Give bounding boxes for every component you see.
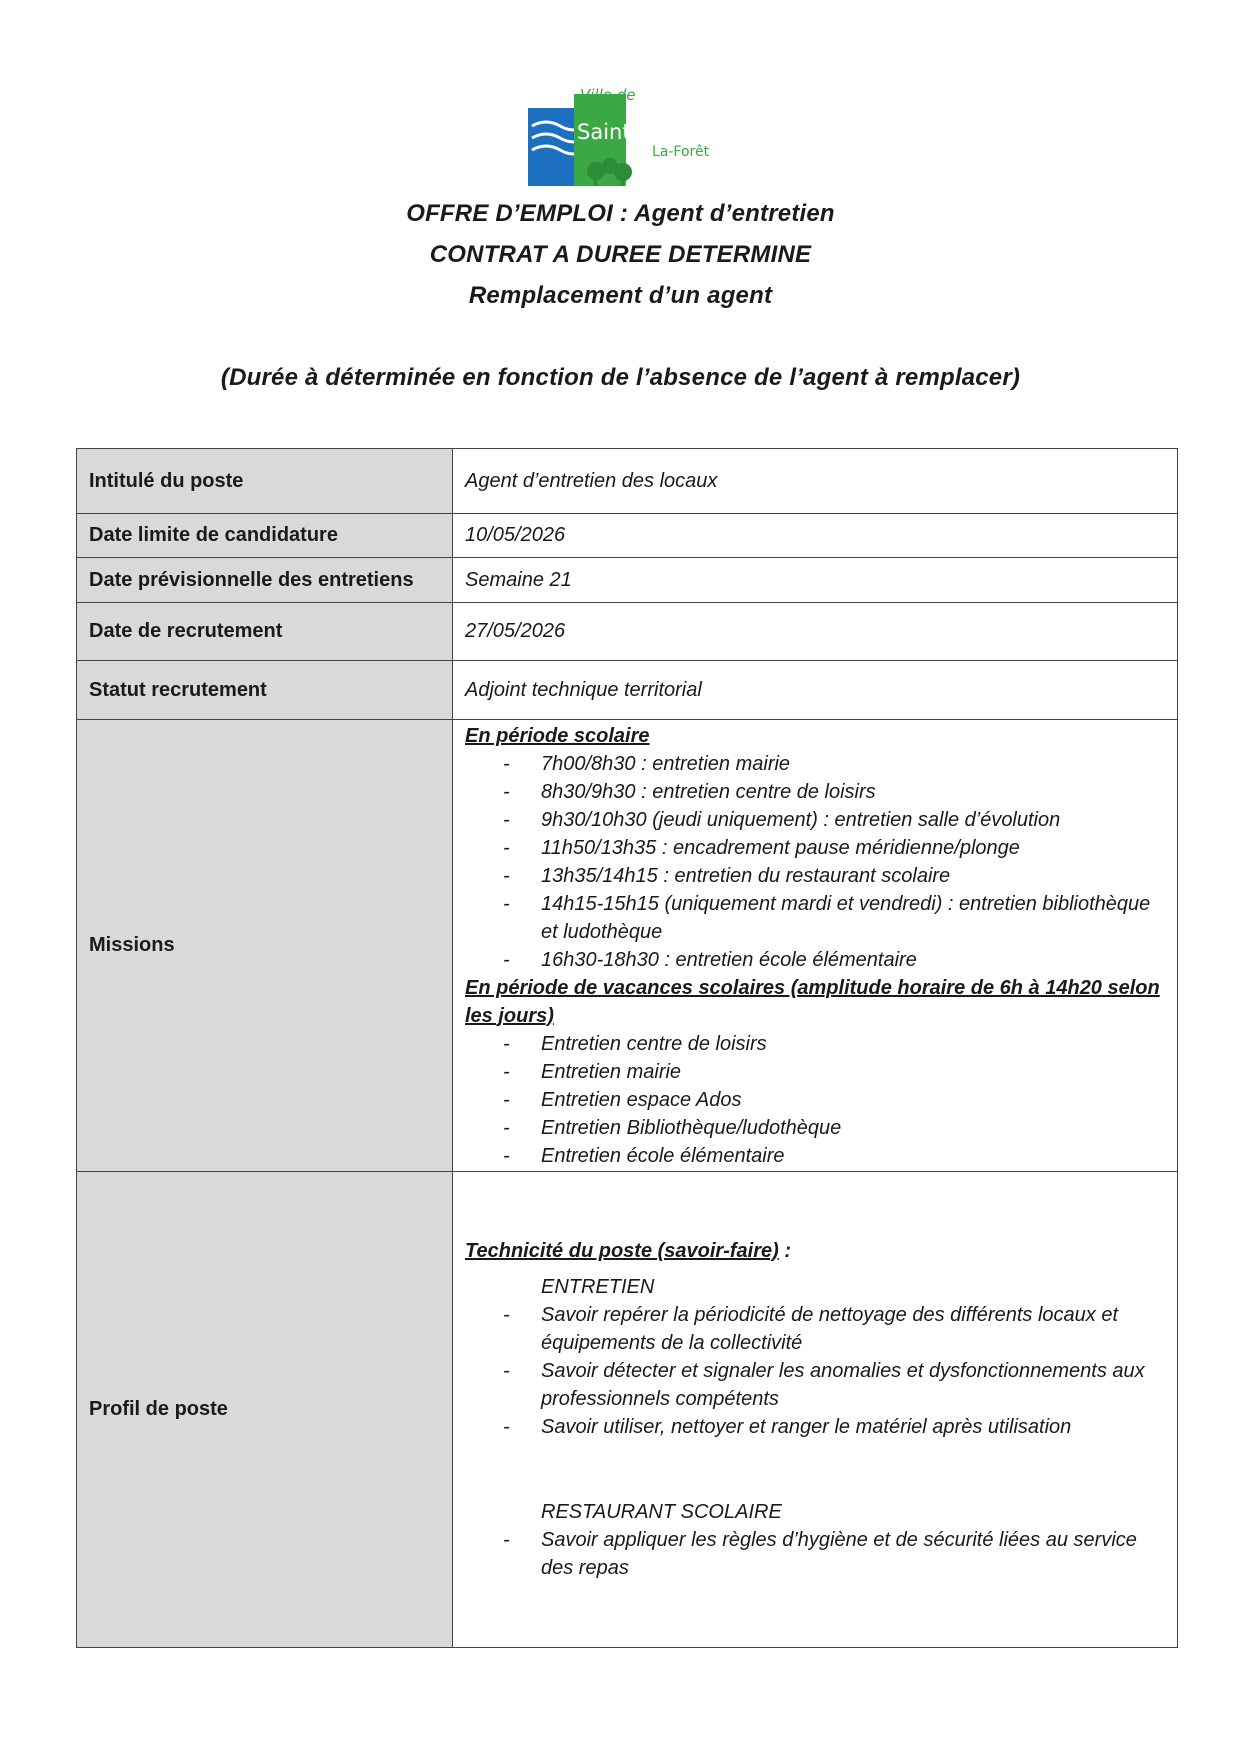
list-item: - Entretien espace Ados	[465, 1086, 1165, 1114]
row-poste	[77, 449, 1178, 514]
row-profil	[77, 1172, 1178, 1648]
list-item: - 7h00/8h30 : entretien mairie	[465, 750, 1165, 778]
list-item: - 14h15-15h15 (uniquement mardi et vendredi) : entretien bibliothèque et ludothèque	[465, 890, 1165, 946]
label-statut: Statut recrutement	[77, 661, 453, 720]
profil-tech-title: Technicité du poste (savoir-faire)	[465, 1240, 779, 1262]
value-poste: Agent d’entretien des locaux	[453, 449, 1178, 514]
value-recrutement: 27/05/2026	[453, 603, 1178, 661]
list-item: - 11h50/13h35 : encadrement pause méridienne/plonge	[465, 834, 1165, 862]
missions-content	[453, 720, 1178, 1172]
replacement-subtitle: Remplacement d’un agent	[468, 282, 773, 309]
list-item: - Savoir utiliser, nettoyer et ranger le matériel après utilisation	[465, 1413, 1165, 1441]
logo-text-ville: Ville de	[580, 86, 636, 104]
contract-type: CONTRAT A DUREE DETERMINE	[429, 241, 812, 268]
list-item: - 13h35/14h15 : entretien du restaurant scolaire	[465, 862, 1165, 890]
missions-vacances-title: En période de vacances scolaires (amplitude horaire de 6h à 14h20 selon les jours)	[465, 976, 1160, 1027]
row-date-limite	[77, 514, 1178, 558]
list-item: - Entretien centre de loisirs	[465, 1030, 1165, 1058]
list-item: - 16h30-18h30 : entretien école élémentaire	[465, 946, 1165, 974]
label-date-limite: Date limite de candidature	[77, 514, 453, 558]
page-title: OFFRE D’EMPLOI : Agent d’entretien	[406, 200, 835, 227]
list-item: - Entretien mairie	[465, 1058, 1165, 1086]
value-date-limite: 10/05/2026	[453, 514, 1178, 558]
missions-scolaire-list	[465, 750, 1165, 974]
row-missions	[77, 720, 1178, 1172]
label-entretiens: Date prévisionnelle des entretiens	[77, 558, 453, 603]
list-item: - Entretien école élémentaire	[465, 1142, 1165, 1170]
row-recrutement	[77, 603, 1178, 661]
missions-vacances-list	[465, 1030, 1165, 1170]
duration-note: (Durée à déterminée en fonction de l’absence de l’agent à remplacer)	[220, 364, 1021, 391]
missions-scolaire-title: En période scolaire	[465, 724, 650, 747]
profil-restaurant-list	[465, 1526, 1165, 1582]
logo-text-foret: La-Forêt	[652, 144, 710, 160]
profil-restaurant-title: RESTAURANT SCOLAIRE	[541, 1501, 782, 1523]
list-item: - 9h30/10h30 (jeudi uniquement) : entretien salle d’évolution	[465, 806, 1165, 834]
town-logo	[528, 86, 718, 190]
row-entretiens	[77, 558, 1178, 603]
value-statut: Adjoint technique territorial	[453, 661, 1178, 720]
profil-entretien-title: ENTRETIEN	[541, 1276, 655, 1298]
job-offer-table	[76, 448, 1178, 1648]
profil-tech-colon: :	[778, 1240, 791, 1262]
list-item: - Entretien Bibliothèque/ludothèque	[465, 1114, 1165, 1142]
label-profil: Profil de poste	[77, 1172, 453, 1648]
label-recrutement: Date de recrutement	[77, 603, 453, 661]
list-item: - 8h30/9h30 : entretien centre de loisirs	[465, 778, 1165, 806]
label-poste: Intitulé du poste	[77, 449, 453, 514]
row-statut	[77, 661, 1178, 720]
profil-content	[453, 1172, 1178, 1648]
value-entretiens: Semaine 21	[453, 558, 1178, 603]
label-missions: Missions	[77, 720, 453, 1172]
logo-text-name: Saint-Gervais	[577, 120, 719, 144]
list-item: - Savoir détecter et signaler les anomalies et dysfonctionnements aux professionnels compétents	[465, 1357, 1165, 1413]
profil-entretien-list	[465, 1301, 1165, 1441]
profil-tech-heading	[465, 1237, 1165, 1265]
list-item: - Savoir appliquer les règles d’hygiène et de sécurité liées au service des repas	[465, 1526, 1165, 1582]
list-item: - Savoir repérer la périodicité de nettoyage des différents locaux et équipements de la collectivité	[465, 1301, 1165, 1357]
